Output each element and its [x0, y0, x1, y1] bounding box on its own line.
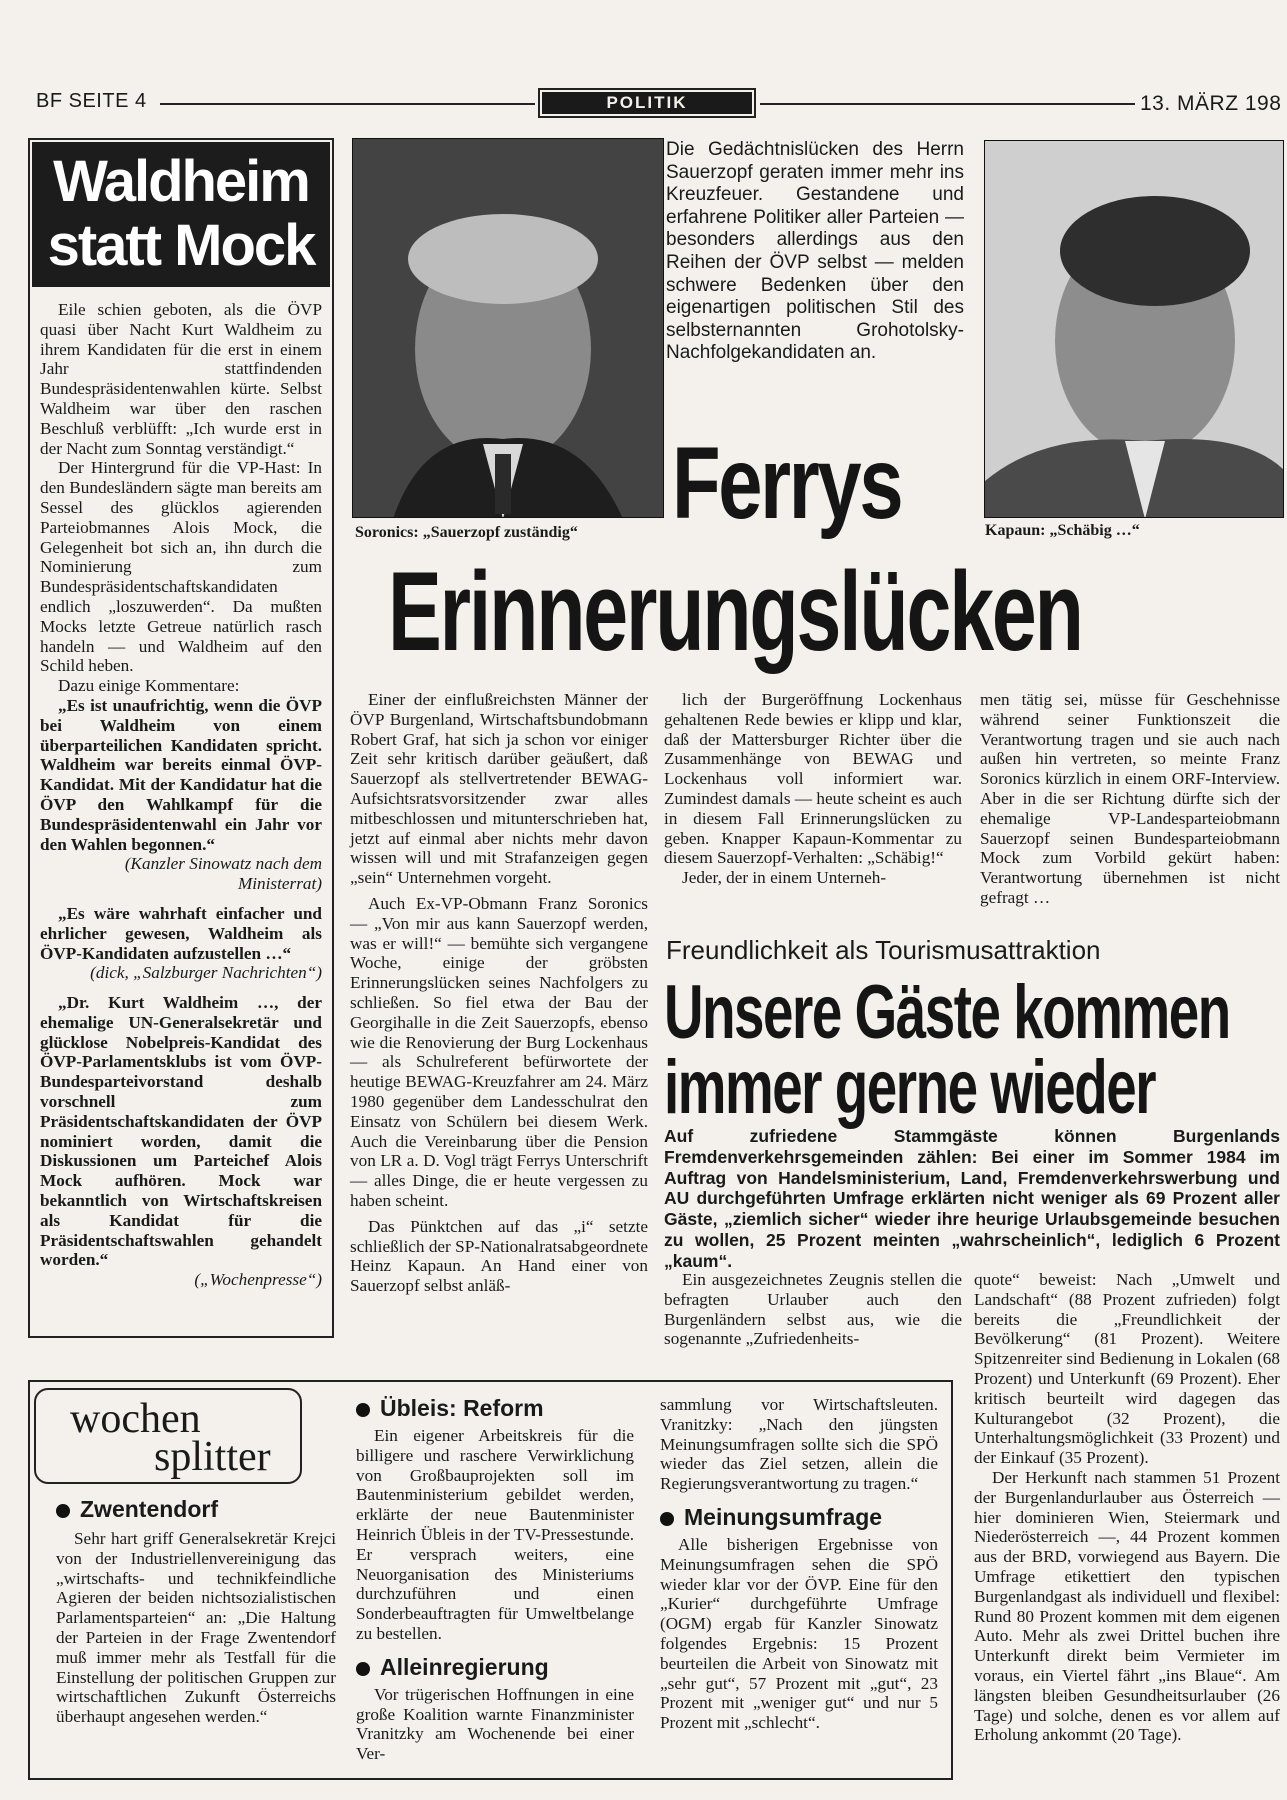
kicker-title-line1: Waldheim: [53, 149, 309, 214]
article2-headline-line1: Unsere Gäste kommen: [664, 970, 1230, 1055]
header-rule-left: [160, 103, 535, 105]
lead-text: Die Gedächtnislücken des Herrn Sauerzopf geraten immer mehr ins Kreuzfeuer. Gestandene und erfahrene Politiker aller Parteien — besonders allerdings aus den Reihen der ÖVP selbst — melden schwere Bedenken über den eigenartigen politischen Stil des selbsternannten Grohotolsky-Nachfolgekandidaten an.: [666, 139, 964, 364]
article1-paragraph: men tätig sei, müsse für Geschehnisse während seiner Funktionszeit die Verantwortung tragen und sie auch nach außen hin vertreten, so meinte Franz Soronics kürzlich in einem ORF-Interview. Aber in die ser Richtung dürfte sich der ehemalige VP-Landesparteiobmann Sauerzopf seinen Bundesparteiobmann Mock zum Vorbild gekürt haben: Verantwortung übernehmen ist nicht gefragt …: [980, 690, 1280, 907]
kicker-quote: „Dr. Kurt Waldheim …, der ehemalige UN-Generalsekretär und glücklose Nobelpreis-Kandidat des ÖVP-Parlamentsklubs ist vom ÖVP-Bundesparteivorstand deshalb vorschnell zum Präsidentschaftskandidaten der ÖVP nominiert worden, damit die Diskussionen um Parteichef Alois Mock aufhören. Mock war bekanntlich von Wirtschaftskreisen als Kandidat für die Präsidentschaftswahlen gehandelt worden.“: [40, 993, 322, 1270]
splitter-label-line2: splitter: [154, 1434, 271, 1480]
headline-line2: Erinnerungslücken: [388, 549, 1082, 674]
bullet-icon: [356, 1403, 370, 1417]
article1-paragraph: Einer der einflußreichsten Männer der ÖVP Burgenland, Wirtschaftsbundobmann Robert Graf, hat sich ja schon vor einiger Zeit sehr kritisch darüber geäußert, daß Sauerzopf als stellvertretender BEWAG-Aufsichtsratsvorsitzender zwar alles mitbeschlossen und mitunterschrieben hat, jetzt auf einmal aber nichts mehr davon wissen will und mit Strafanzeigen gegen „sein“ Unternehmen vorgeht.: [350, 690, 648, 888]
section-box: [538, 88, 756, 118]
splitter-text: sammlung vor Wirtschaftsleuten. Vranitzky: „Nach den jüngsten Meinungsumfragen sollte sich die SPÖ wieder das Ziel setzen, allein die Regierungsverantwortung zu tragen.“: [660, 1395, 938, 1494]
splitter-heading: Übleis: Reform: [356, 1395, 634, 1422]
kicker-paragraph: Eile schien geboten, als die ÖVP quasi über Nacht Kurt Waldheim zu ihrem Kandidaten für die erst in einem Jahr stattfindenden Bundespräsidentenwahlen kürte. Selbst Waldheim war über den raschen Beschluß verblüfft: „Ich wurde erst in der Nacht zum Sonntag verständigt.“: [40, 300, 322, 458]
kicker-quote: „Es wäre wahrhaft einfacher und ehrlicher gewesen, Waldheim als ÖVP-Kandidaten aufzustellen …“: [40, 903, 322, 963]
portrait-photo-kapaun: [984, 140, 1284, 518]
splitter-heading: Zwentendorf: [56, 1496, 336, 1523]
kicker-quote-source: (Kanzler Sinowatz nach dem Ministerrat): [124, 854, 322, 894]
photo-caption-left: Soronics: „Sauerzopf zuständig“: [355, 524, 578, 541]
splitter-col3: [660, 1395, 938, 1733]
bullet-icon: [660, 1512, 674, 1526]
article1-paragraph: Das Pünktchen auf das „i“ setzte schließlich der SP-Nationalratsabgeordnete Heinz Kapaun. An Hand einer von Sauerzopf selbst anläß-: [350, 1216, 648, 1296]
splitter-text: Ein eigener Arbeitskreis für die billigere und raschere Verwirklichung von Großbauprojekten soll im Bautenministerium gebildet werden, erklärte der neue Bautenminister Heinrich Übleis in der TV-Pressestunde. Er versprach weiters, eine Neuorganisation des Ministeriums durchzuführen und einen Sonderbeauftragten für Umweltbelange zu bestellen.: [356, 1426, 634, 1643]
splitter-label-line1: wochen: [70, 1396, 201, 1442]
article2-teaser: Auf zufriedene Stammgäste können Burgenlands Fremdenverkehrsgemeinden zählen: Bei einer im Sommer 1984 im Auftrag von Handelsministerium, Land, Fremdenverkehrswerbung und AU durchgeführten Umfrage erklärten nicht weniger als 69 Prozent aller Gäste, „ziemlich sicher“ wieder ihre heurige Urlaubsgemeinde besuchen zu wollen, 25 Prozent meinten „wahrscheinlich“, lediglich 6 Prozent „kaum“.: [664, 1126, 1280, 1271]
headline-line1: Ferrys: [672, 426, 902, 540]
page-label: BF SEITE 4: [36, 90, 147, 112]
kicker-title: [32, 142, 330, 287]
splitter-heading: Alleinregierung: [356, 1654, 634, 1681]
splitter-heading: Meinungsumfrage: [660, 1504, 938, 1531]
section-label: POLITIK: [542, 92, 752, 114]
portrait-photo-soronics: [352, 138, 664, 518]
bullet-icon: [56, 1504, 70, 1518]
article2-paragraph: Der Herkunft nach stammen 51 Prozent der Burgenlandurlauber aus Österreich — hier dominieren Wien, Steiermark und Niederösterreich —, 44 Prozent kommen aus der BRD, vorwiegend aus Bayern. Die Umfrage etikettiert den typischen Burgenlandgast als individuell und flexibel: Rund 80 Prozent kommen mit dem eigenen Auto. Mehr als zwei Drittel buchen ihre Unterkunft direkt beim Vermieter im voraus, ein Viertel fährt „ins Blaue“. Am längsten bleiben Gesundheitsurlauber (26 Tage) und solche, denen es vor allem auf Erholung ankommt (20 Tage).: [974, 1467, 1280, 1745]
article1-col2: [664, 690, 962, 888]
issue-date: 13. MÄRZ 198: [1140, 92, 1282, 115]
kicker-body: [40, 300, 322, 1290]
article1-paragraph: Jeder, der in einem Unterneh-: [682, 868, 887, 888]
kicker-paragraph: Dazu einige Kommentare:: [58, 676, 240, 696]
article1-paragraph: lich der Burgeröffnung Lockenhaus gehaltenen Rede bewies er klipp und klar, daß der Mattersburger Richter über die Zusammenhänge von BEWAG und Lockenhaus voll informiert war. Zumindest damals — heute scheint es auch in diesem Fall Erinnerungslücken zu geben. Knapper Kapaun-Kommentar zu diesem Sauerzopf-Verhalten: „Schäbig!“: [664, 690, 962, 868]
kicker-title-line2: statt Mock: [47, 213, 315, 278]
article2-subhead: Freundlichkeit als Tourismusattraktion: [666, 935, 1101, 965]
article2-paragraph: quote“ beweist: Nach „Umwelt und Landschaft“ (88 Prozent zufrieden) folgt bereits die „Freundlichkeit der Bevölkerung“ (81 Prozent). Weitere Spitzenreiter sind Bedienung in Lokalen (68 Prozent) und Unterkunft (69 Prozent). Eher kritisch beurteilt wird dagegen das Kulturangebot (32 Prozent), die Unterhaltungsmöglichkeit (33 Prozent) und der Einkauf (35 Prozent).: [974, 1270, 1280, 1468]
article2-paragraph: Ein ausgezeichnetes Zeugnis stellen die befragten Urlauber auch den Burgenländern selbst aus, wie die sogenannte „Zufriedenheits-: [664, 1270, 962, 1349]
kicker-paragraph: Der Hintergrund für die VP-Hast: In den Bundesländern sägte man bereits am Sessel des glücklos agierenden Parteiobmannes Alois Mock, die Gelegenheit bot sich an, ihn durch die Nominierung zum Bundespräsidentschaftskandidaten endlich „loszuwerden“. Da mußten Mocks letzte Getreue natürlich rasch handeln — und Waldheim auf den Schild heben.: [40, 458, 322, 676]
kicker-quote-source: (dick, „Salzburger Nachrichten“): [90, 963, 322, 983]
article1-col1: [350, 690, 648, 1296]
splitter-text: Alle bisherigen Ergebnisse von Meinungsumfragen sehen die SPÖ wieder klar vor der ÖVP. Eine für den „Kurier“ durchgeführte Umfrage (OGM) ergab für Kanzler Sinowatz folgendes Ergebnis: 15 Prozent beurteilen die Arbeit von Sinowatz mit „sehr gut“, 57 Prozent mit „gut“, 23 Prozent mit „weniger gut“ und nur 5 Prozent mit „schlecht“.: [660, 1534, 938, 1733]
article1-paragraph: Auch Ex-VP-Obmann Franz Soronics — „Von mir aus kann Sauerzopf werden, was er will!“ — bemühte sich vergangene Woche, einige der gröbsten Erinnerungslücken seines Nachfolgers zu schließen. So fiel etwa der Bau der Georgihalle in die Zeit Sauerzopfs, ebenso wie die Renovierung der Burg Lockenhaus — als Schulreferent befürwortete der heutige BEWAG-Kreuzfahrer am 24. März 1980 gegenüber dem Landesschulrat den Einsatz von Schülern bei diesem Werk. Auch die Vereinbarung über die Pension von LR a. D. Vogl trägt Ferrys Unterschrift — alles Dinge, die er heute vergessen zu haben scheint.: [350, 893, 648, 1210]
article1-col3: [980, 690, 1280, 908]
article2-col1: [664, 1270, 962, 1349]
photo-caption-right: Kapaun: „Schäbig …“: [985, 522, 1140, 539]
splitter-col2: [356, 1395, 634, 1764]
splitter-text: Sehr hart griff Generalsekretär Krejci von der Industriellenvereinigung das „wirtschafts- und technikfeindliche Agieren der beiden nichtsozialistischen Parlamentsparteien“ an: „Die Haltung der Parteien in der Frage Zwentendorf muß immer mehr als Testfall für die Einstellung der politischen Gruppen zur wirtschaftlichen Zukunft Österreichs überhaupt angesehen werden.“: [56, 1529, 336, 1727]
splitter-col1: [56, 1496, 336, 1727]
article2-headline-line2: immer gerne wieder: [664, 1045, 1156, 1130]
header-rule-right: [760, 103, 1135, 105]
splitter-label: [34, 1388, 302, 1484]
splitter-text: Vor trügerischen Hoffnungen in eine große Koalition warnte Finanzminister Vranitzky am Wochenende bei einer Ver-: [356, 1684, 634, 1764]
kicker-quote-source: („Wochenpresse“): [194, 1270, 322, 1290]
kicker-quote: „Es ist unaufrichtig, wenn die ÖVP bei Waldheim von einem überparteilichen Kandidaten spricht. Waldheim war bereits einmal ÖVP-Kandidat. Mit der Kandidatur hat die ÖVP den Wahlkampf für die Bundespräsidentenwahl ein Jahr vor den Wahlen begonnen.“: [40, 695, 322, 854]
article2-col2: [974, 1270, 1280, 1745]
bullet-icon: [356, 1662, 370, 1676]
